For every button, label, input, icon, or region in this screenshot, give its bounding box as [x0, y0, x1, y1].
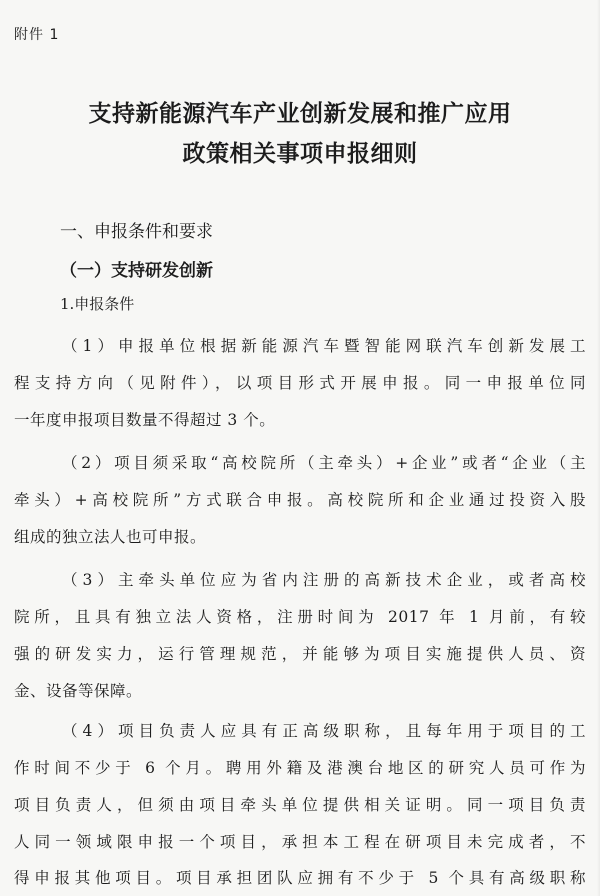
subsection-heading: （一）支持研发创新 — [60, 261, 213, 281]
paragraph-3-line-2: 院所，且具有独立法人资格，注册时间为 2017 年 1 月前，有较 — [14, 608, 586, 626]
paragraph-2-line-3: 组成的独立法人也可申报。 — [14, 528, 207, 546]
paragraph-1-line-2: 程支持方向（见附件），以项目形式开展申报。同一申报单位同 — [14, 374, 586, 392]
paragraph-1-line-1: （1）申报单位根据新能源汽车暨智能网联汽车创新发展工 — [62, 337, 586, 355]
paragraph-4-line-3: 项目负责人，但须由项目牵头单位提供相关证明。同一项目负责 — [14, 796, 586, 814]
paragraph-4-line-5: 得申报其他项目。项目承担团队应拥有不少于 5 个具有高级职称 — [14, 869, 586, 887]
paragraph-1-line-3: 一年度申报项目数量不得超过 3 个。 — [14, 411, 276, 429]
paragraph-2-line-1: （2）项目须采取“高校院所（主牵头）+企业”或者“企业（主 — [62, 454, 586, 472]
paragraph-3-line-3: 强的研发实力，运行管理规范，并能够为项目实施提供人员、资 — [14, 645, 586, 663]
paragraph-3-line-1: （3）主牵头单位应为省内注册的高新技术企业，或者高校 — [62, 571, 586, 589]
paragraph-2-line-2: 牵头）+高校院所”方式联合申报。高校院所和企业通过投资入股 — [14, 491, 586, 509]
paragraph-4-line-4: 人同一领域限申报一个项目，承担本工程在研项目未完成者，不 — [14, 833, 586, 851]
item-heading: 1.申报条件 — [60, 295, 135, 313]
document-title-line-1: 支持新能源汽车产业创新发展和推广应用 — [88, 100, 512, 127]
paragraph-4-line-2: 作时间不少于 6 个月。聘用外籍及港澳台地区的研究人员可作为 — [14, 759, 586, 777]
document-title-line-2: 政策相关事项申报细则 — [182, 140, 418, 167]
attachment-label: 附件 1 — [14, 27, 60, 43]
paragraph-4-line-1: （4）项目负责人应具有正高级职称，且每年用于项目的工 — [62, 722, 586, 740]
section-heading: 一、申报条件和要求 — [60, 222, 213, 242]
paragraph-3-line-4: 金、设备等保障。 — [14, 682, 143, 700]
